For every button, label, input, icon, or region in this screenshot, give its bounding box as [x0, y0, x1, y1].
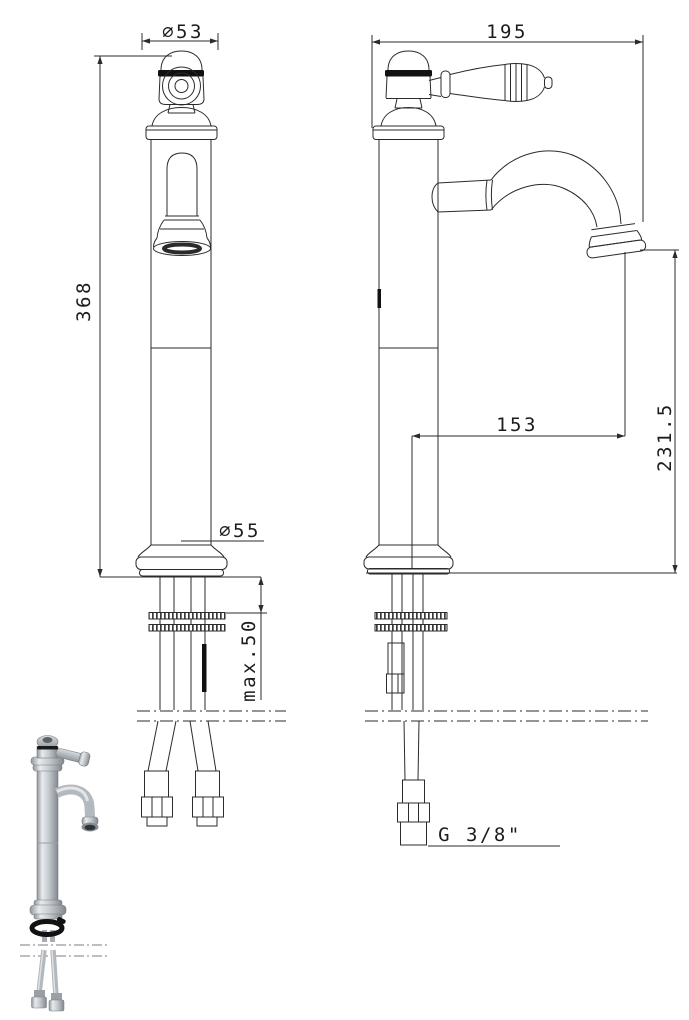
dim-label-projection: 195: [486, 21, 528, 43]
fixing-stud-front: [202, 644, 207, 692]
dim-label-height: 368: [73, 280, 95, 322]
supply-hoses-front: [142, 721, 224, 826]
break-lines-side: [365, 711, 648, 721]
lever-tip: [545, 77, 553, 89]
supply-hose-side: [398, 721, 430, 845]
column-mark: [378, 289, 382, 308]
spout-tip-side: [584, 223, 646, 259]
dim-label-base-diameter: ∅55: [219, 520, 261, 542]
render-base: [30, 905, 66, 915]
front-view: [136, 51, 286, 826]
shank-pipes-side: [392, 574, 423, 710]
dim-thread: [428, 824, 560, 846]
handle-lever-side: [385, 51, 552, 108]
knob-band-side: [385, 70, 432, 77]
dim-label-outlet-height: 231.5: [654, 402, 676, 472]
dim-handle-diameter: [142, 21, 218, 50]
side-view: [364, 51, 648, 845]
render-mounting-clamp: [32, 922, 62, 935]
dim-height: [73, 56, 261, 577]
base-flange-front: [136, 545, 227, 576]
render-body: [37, 770, 58, 903]
escutcheon-front: [146, 108, 217, 140]
shank-pipes-front: [160, 576, 207, 710]
spout-outlet-front: [164, 245, 200, 253]
handle-knob-front: [158, 51, 204, 113]
dim-label-handle-diameter: ∅53: [162, 21, 204, 43]
mounting-washers-side: [375, 613, 447, 632]
break-lines-front: [137, 711, 286, 721]
body-column-front: [151, 140, 211, 546]
dim-label-max-thickness: max.50: [238, 618, 260, 702]
dim-outlet-height: [366, 250, 679, 573]
spout-front: [154, 153, 211, 256]
base-flange-side: [364, 545, 453, 574]
spout-side: [432, 151, 646, 259]
dimensions: [73, 21, 679, 846]
body-column-side: [378, 140, 439, 546]
thread-connector: [401, 822, 427, 845]
escutcheon-side: [373, 108, 444, 140]
dim-label-thread: G 3/8": [438, 824, 522, 846]
fixing-stud-side: [387, 643, 405, 693]
dim-base-diameter: [181, 520, 264, 542]
dim-label-reach: 153: [496, 414, 538, 436]
dim-max-thickness: [226, 577, 267, 702]
dim-reach: [412, 252, 625, 568]
product-render: [16, 736, 114, 1012]
